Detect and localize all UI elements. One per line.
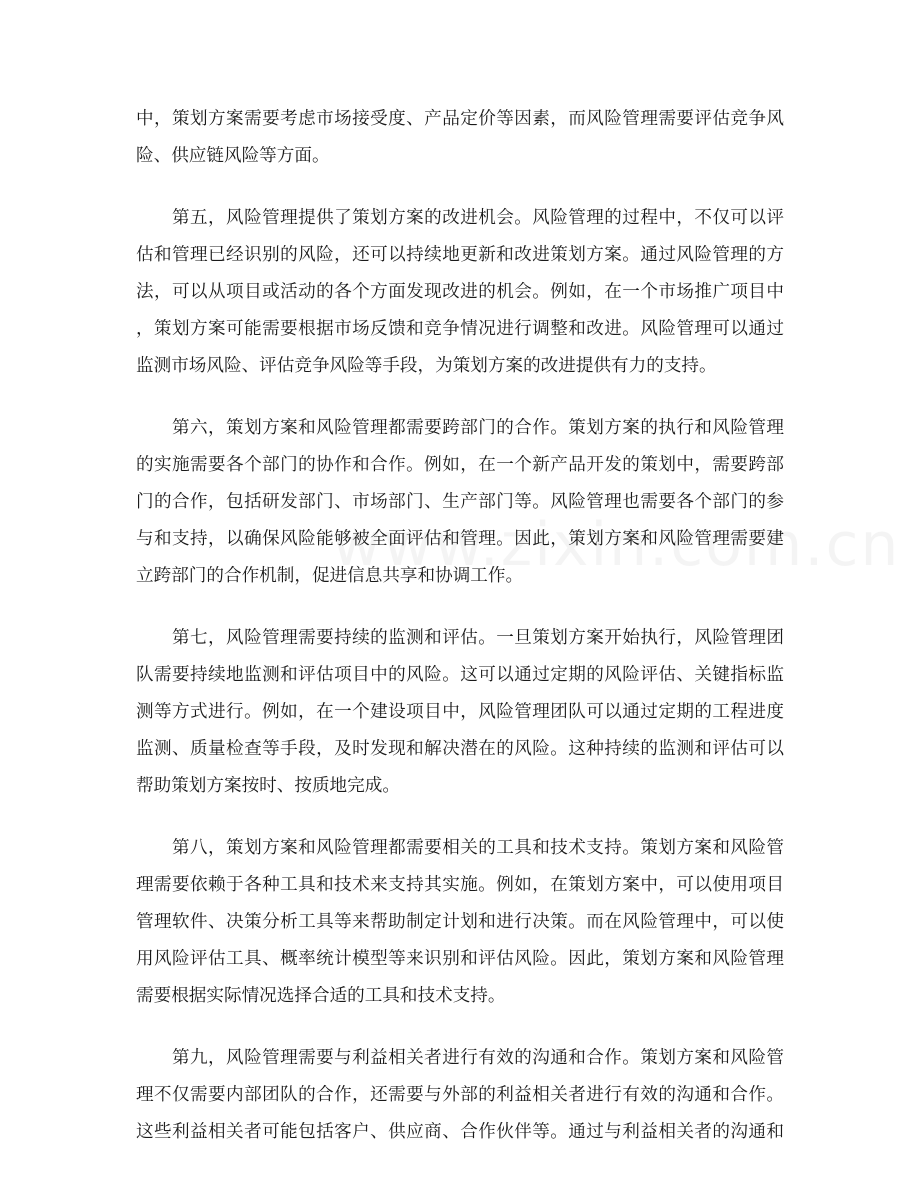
- paragraph: [136, 620, 784, 805]
- text-line: 中，策划方案需要考虑市场接受度、产品定价等因素，而风险管理需要评估竞争风: [136, 109, 784, 129]
- text-line: 第八，策划方案和风险管理都需要相关的工具和技术支持。策划方案和风险管: [136, 838, 784, 858]
- text-line: 立跨部门的合作机制，促进信息共享和协调工作。: [136, 566, 524, 586]
- document-body: [136, 101, 784, 1176]
- paragraph: [136, 200, 784, 385]
- text-line: 的实施需要各个部门的协作和合作。例如，在一个新产品开发的策划中，需要跨部: [136, 455, 784, 475]
- text-line: 用风险评估工具、概率统计模型等来识别和评估风险。因此，策划方案和风险管理: [136, 949, 784, 969]
- text-line: 理需要依赖于各种工具和技术来支持其实施。例如，在策划方案中，可以使用项目: [136, 875, 784, 895]
- paragraph: [136, 830, 784, 1015]
- text-line: 第九，风险管理需要与利益相关者进行有效的沟通和合作。策划方案和风险管: [136, 1048, 784, 1068]
- paragraph: [136, 1040, 784, 1151]
- text-line: 监测市场风险、评估竞争风险等手段，为策划方案的改进提供有力的支持。: [136, 356, 717, 376]
- text-line: 第六，策划方案和风险管理都需要跨部门的合作。策划方案的执行和风险管理: [136, 418, 784, 438]
- text-line: 第五，风险管理提供了策划方案的改进机会。风险管理的过程中，不仅可以评: [136, 208, 784, 228]
- text-line: ，策划方案可能需要根据市场反馈和竞争情况进行调整和改进。风险管理可以通过: [136, 319, 784, 339]
- text-line: 测等方式进行。例如，在一个建设项目中，风险管理团队可以通过定期的工程进度: [136, 702, 784, 722]
- text-line: 与和支持，以确保风险能够被全面评估和管理。因此，策划方案和风险管理需要建: [136, 529, 784, 549]
- text-line: 需要根据实际情况选择合适的工具和技术支持。: [136, 986, 506, 1006]
- text-line: 险、供应链风险等方面。: [136, 146, 330, 166]
- text-line: 法，可以从项目或活动的各个方面发现改进的机会。例如，在一个市场推广项目中: [136, 282, 784, 302]
- text-line: 理不仅需要内部团队的合作，还需要与外部的利益相关者进行有效的沟通和合作。: [136, 1085, 784, 1105]
- text-line: 管理软件、决策分析工具等来帮助制定计划和进行决策。而在风险管理中，可以使: [136, 912, 784, 932]
- paragraph: [136, 101, 784, 175]
- text-line: 门的合作，包括研发部门、市场部门、生产部门等。风险管理也需要各个部门的参: [136, 492, 784, 512]
- text-line: 第七，风险管理需要持续的监测和评估。一旦策划方案开始执行，风险管理团: [136, 628, 784, 648]
- text-line: 监测、质量检查等手段，及时发现和解决潜在的风险。这种持续的监测和评估可以: [136, 739, 784, 759]
- text-line: 帮助策划方案按时、按质地完成。: [136, 776, 400, 796]
- paragraph: [136, 410, 784, 595]
- text-line: 队需要持续地监测和评估项目中的风险。这可以通过定期的风险评估、关键指标监: [136, 665, 784, 685]
- text-line: 估和管理已经识别的风险，还可以持续地更新和改进策划方案。通过风险管理的方: [136, 245, 784, 265]
- text-line: 这些利益相关者可能包括客户、供应商、合作伙伴等。通过与利益相关者的沟通和: [136, 1122, 784, 1142]
